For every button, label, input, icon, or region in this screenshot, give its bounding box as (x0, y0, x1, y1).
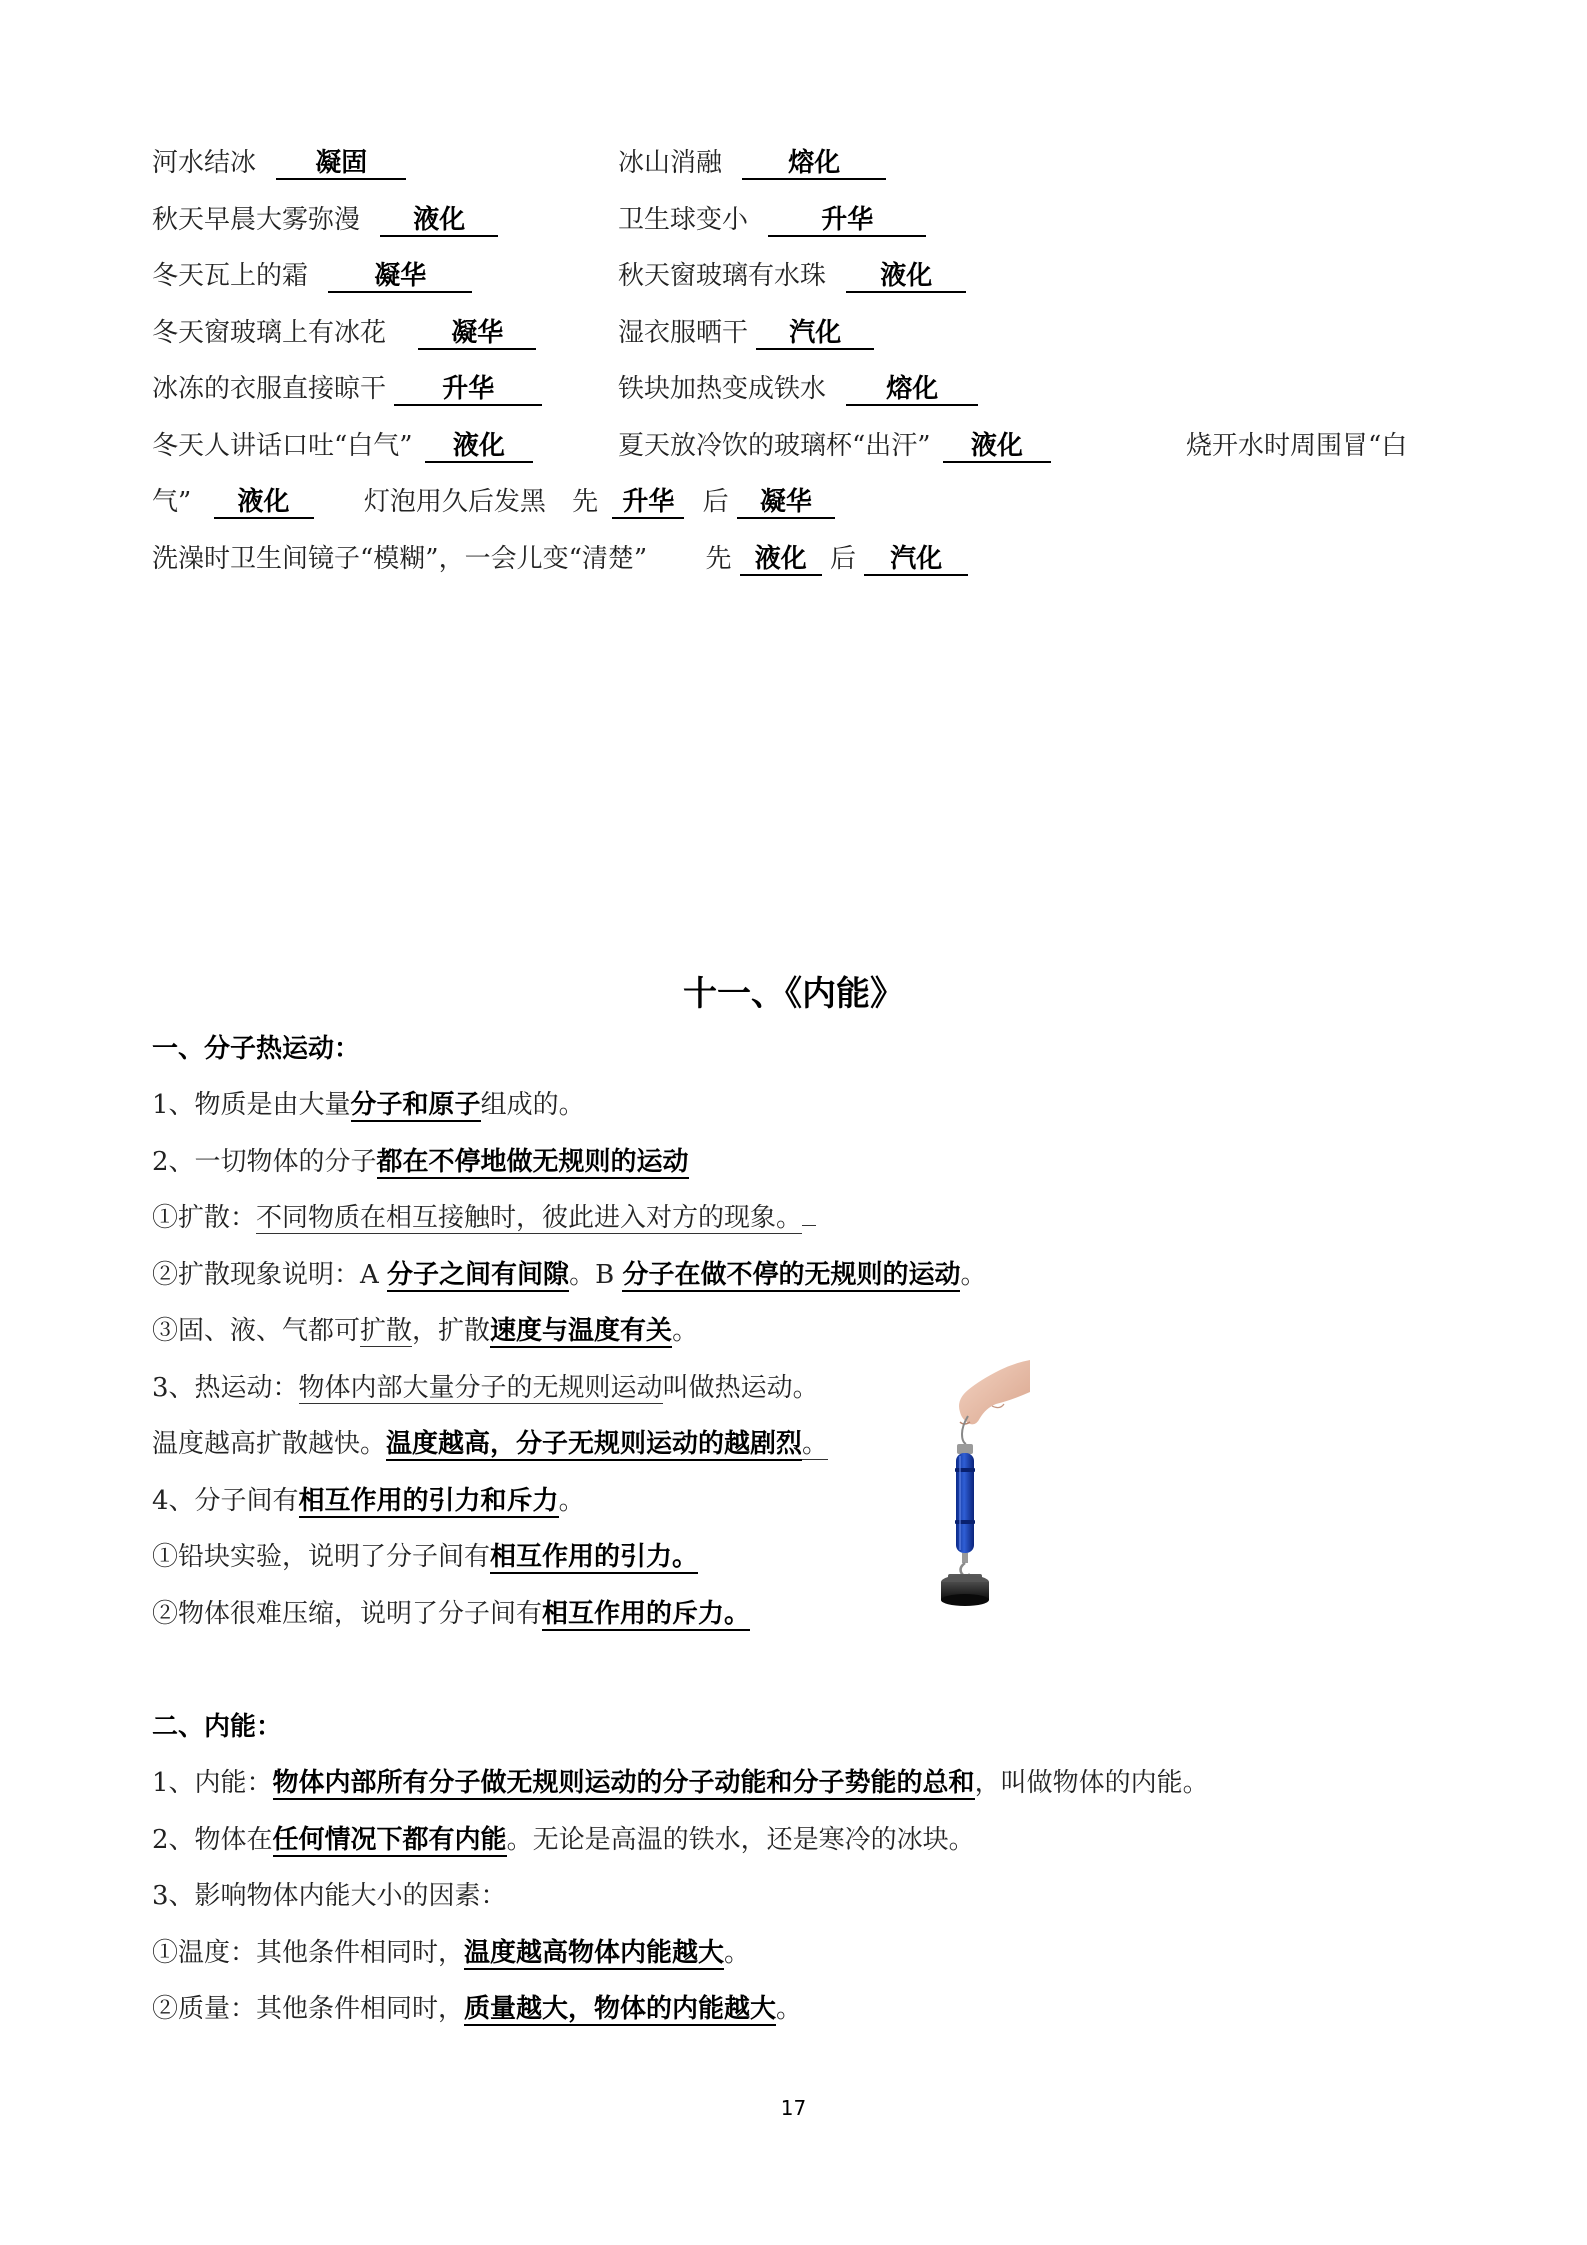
question-text: 秋天窗玻璃有水珠 (618, 261, 827, 291)
key-phrase: 速度与温度有关 (490, 1316, 673, 1346)
question-text: 夏天放冷饮的玻璃杯“出汗” (618, 431, 931, 461)
question-text: 秋天早晨大雾弥漫 (152, 205, 361, 235)
underlined-phrase: 物体内部大量分子的无规则运动 (298, 1373, 663, 1403)
answer-blank: 液化 (380, 205, 498, 237)
answer-blank: 凝华 (328, 261, 472, 293)
key-phrase: 温度越高，分子无规则运动的越剧烈 (386, 1429, 803, 1459)
answer-blank: 凝华 (418, 318, 536, 350)
row-3-left (152, 259, 472, 293)
question-text: 铁块加热变成铁水 (618, 374, 827, 404)
page-number: 17 (780, 2096, 807, 2120)
section1-line-4: ②扩散现象说明：A 分子之间有间隙。B 分子在做不停的无规则的运动。 (152, 1260, 987, 1290)
section2-line-5: ②质量：其他条件相同时，质量越大，物体的内能越大。 (152, 1994, 803, 2024)
answer-blank: 升华 (394, 374, 542, 406)
row-3-right (618, 259, 966, 293)
key-phrase: 物体内部所有分子做无规则运动的分子动能和分子势能的总和 (272, 1768, 975, 1798)
key-phrase: 相互作用的斥力。 (542, 1599, 751, 1629)
answer-blank: 液化 (425, 431, 533, 463)
then-label: 后 (702, 487, 729, 517)
section2-line-1: 1、内能：物体内部所有分子做无规则运动的分子动能和分子势能的总和，叫做物体的内能。 (152, 1768, 1209, 1798)
section1-line-1: 1、物质是由大量分子和原子组成的。 (152, 1090, 585, 1120)
row-5-right (618, 372, 978, 406)
row-6-part-2 (618, 429, 1051, 463)
section1-line-3: ①扩散：不同物质在相互接触时，彼此进入对方的现象。 (152, 1201, 816, 1235)
underlined-phrase: 扩散 (360, 1316, 413, 1346)
answer-blank: 液化 (943, 431, 1051, 463)
row-6-part-1 (152, 429, 533, 463)
first-label: 先 (705, 544, 732, 574)
section2-line-3: 3、影响物体内能大小的因素： (152, 1881, 507, 1911)
row-4-right (618, 316, 874, 350)
answer-blank: 汽化 (864, 544, 968, 576)
key-phrase: 相互作用的引力和斥力 (298, 1486, 559, 1516)
answer-blank: 熔化 (846, 374, 978, 406)
question-text: 冬天瓦上的霜 (152, 261, 309, 291)
answer-blank: 汽化 (756, 318, 874, 350)
section1-line-8: 4、分子间有相互作用的引力和斥力。 (152, 1486, 585, 1516)
row-2-right (618, 203, 926, 237)
underlined-phrase: 不同物质在相互接触时，彼此进入对方的现象。 (256, 1203, 803, 1233)
row-1-left (152, 146, 406, 180)
row-2-left (152, 203, 498, 237)
answer-blank: 液化 (214, 487, 314, 519)
question-text-continued: 气” (152, 487, 192, 517)
section2-line-2: 2、物体在任何情况下都有内能。无论是高温的铁水，还是寒冷的冰块。 (152, 1825, 975, 1855)
section1-line-2: 2、一切物体的分子都在不停地做无规则的运动 (152, 1147, 689, 1177)
section1-line-9: ①铅块实验，说明了分子间有相互作用的引力。 (152, 1542, 699, 1572)
section-heading-internal-energy: 二、内能： (152, 1712, 283, 1742)
row-6-part-3 (1186, 429, 1407, 463)
row-7 (152, 485, 835, 519)
section1-line-7: 温度越高扩散越快。温度越高，分子无规则运动的越剧烈。 (152, 1429, 829, 1459)
section1-line-6: 3、热运动：物体内部大量分子的无规则运动叫做热运动。 (152, 1373, 819, 1403)
chapter-title: 十一、《内能》 (683, 974, 904, 1014)
key-phrase: 任何情况下都有内能 (272, 1825, 507, 1855)
row-4-left (152, 316, 536, 350)
row-1-right (618, 146, 886, 180)
key-phrase: 相互作用的引力。 (490, 1542, 699, 1572)
question-text: 河水结冰 (152, 148, 257, 178)
key-phrase: 分子在做不停的无规则的运动 (622, 1260, 961, 1290)
key-phrase: 质量越大，物体的内能越大 (464, 1994, 777, 2024)
row-5-left (152, 372, 542, 406)
then-label: 后 (829, 544, 856, 574)
question-text: 冬天人讲话口吐“白气” (152, 431, 413, 461)
answer-blank: 液化 (740, 544, 822, 576)
section-heading-molecular-motion: 一、分子热运动： (152, 1034, 361, 1064)
question-text: 湿衣服晒干 (618, 318, 749, 348)
answer-blank: 凝固 (276, 148, 406, 180)
section1-line-10: ②物体很难压缩，说明了分子间有相互作用的斥力。 (152, 1599, 751, 1629)
first-label: 先 (572, 487, 599, 517)
question-text: 冬天窗玻璃上有冰花 (152, 318, 387, 348)
answer-blank: 升华 (768, 205, 926, 237)
spring-scale-illustration (900, 1360, 1030, 1610)
key-phrase: 温度越高物体内能越大 (464, 1938, 725, 1968)
answer-blank: 液化 (846, 261, 966, 293)
question-text: 洗澡时卫生间镜子“模糊”，一会儿变“清楚” (152, 544, 648, 574)
key-phrase: 都在不停地做无规则的运动 (376, 1147, 689, 1177)
question-text: 卫生球变小 (618, 205, 749, 235)
question-text: 灯泡用久后发黑 (363, 487, 546, 517)
key-phrase: 分子和原子 (350, 1090, 481, 1120)
section2-line-4: ①温度：其他条件相同时，温度越高物体内能越大。 (152, 1938, 751, 1968)
answer-blank: 凝华 (737, 487, 835, 519)
question-text: 冰冻的衣服直接晾干 (152, 374, 387, 404)
answer-blank: 熔化 (742, 148, 886, 180)
question-text: 冰山消融 (618, 148, 723, 178)
answer-blank: 升华 (612, 487, 684, 519)
key-phrase: 分子之间有间隙 (387, 1260, 570, 1290)
section1-line-5: ③固、液、气都可扩散，扩散速度与温度有关。 (152, 1316, 699, 1346)
row-8 (152, 542, 968, 576)
question-text: 烧开水时周围冒“白 (1186, 431, 1408, 461)
